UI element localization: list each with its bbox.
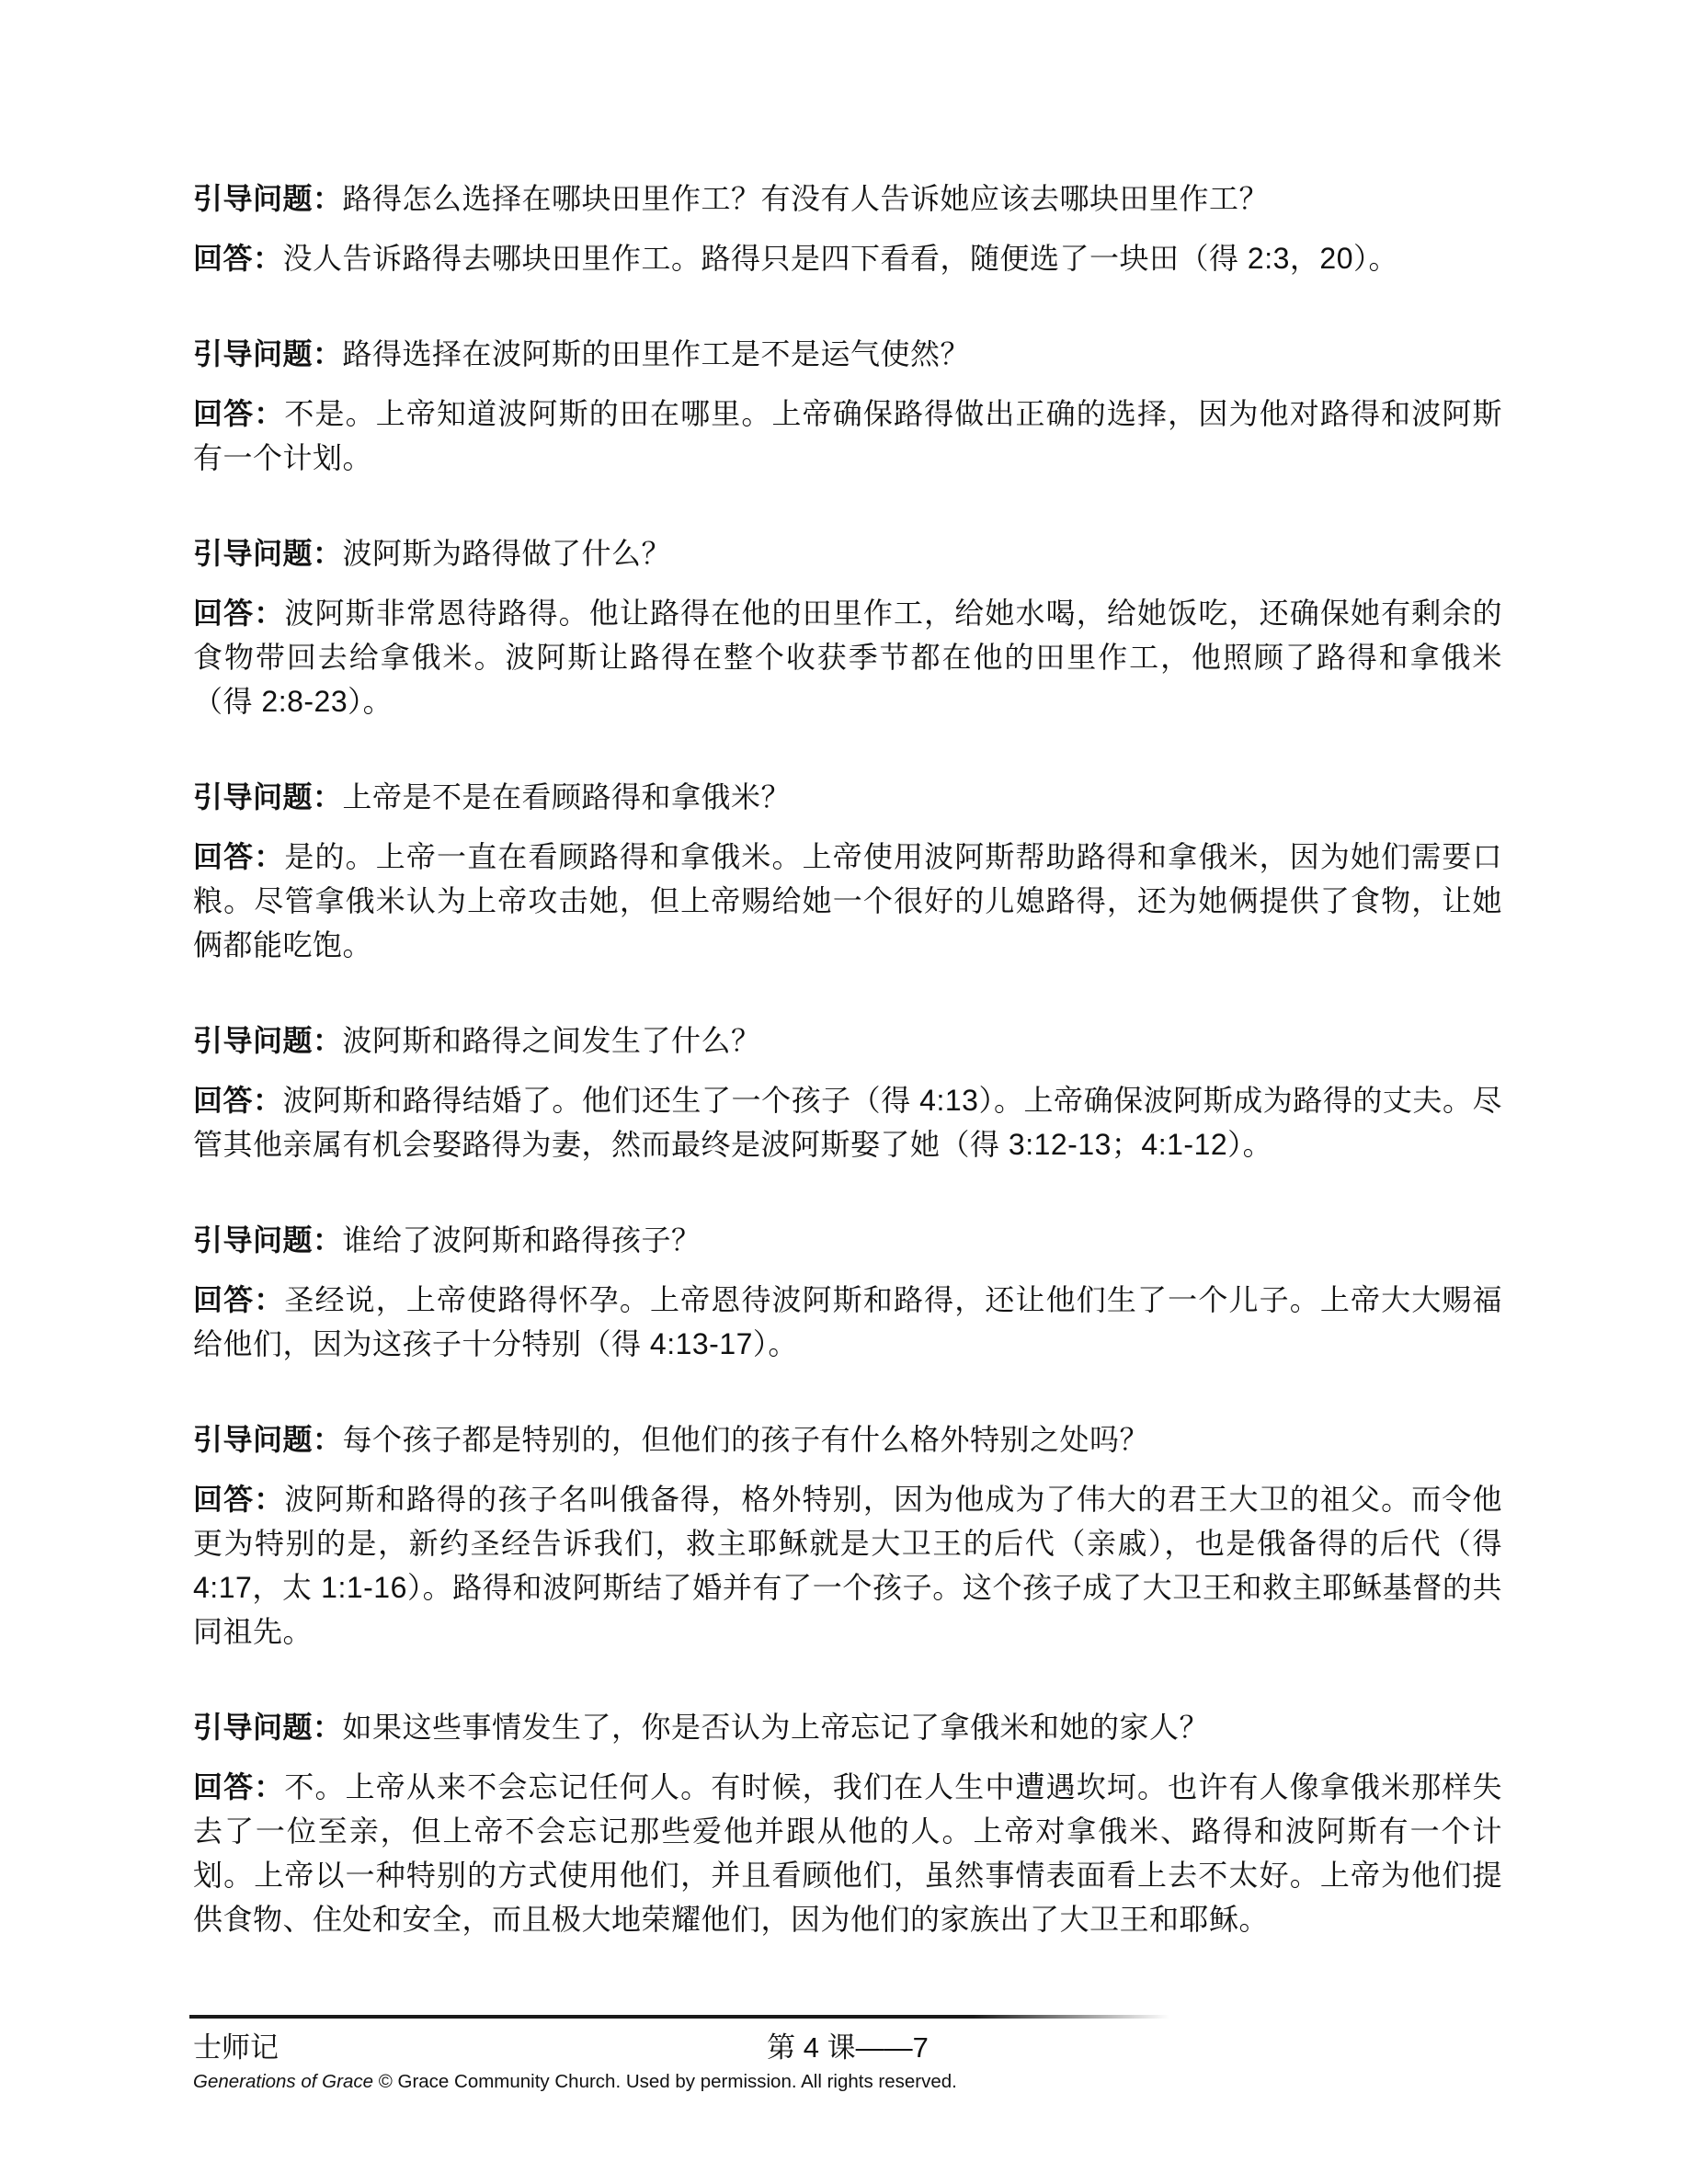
answer-text: 波阿斯和路得的孩子名叫俄备得，格外特别，因为他成为了伟大的君王大卫的祖父。而令他更为特别的是，新约圣经告诉我们，救主耶稣就是大卫王的后代（亲戚），也是俄备得的后代（得 4:17，太 1:1-16）。路得和波阿斯结了婚并有了一个孩子。这个孩子成了大卫王和救主耶稣基督的共同祖先。 xyxy=(193,1483,1502,1648)
answer-paragraph xyxy=(193,1078,1502,1166)
answer-text: 波阿斯和路得结婚了。他们还生了一个孩子（得 4:13）。上帝确保波阿斯成为路得的丈夫。尽管其他亲属有机会娶路得为妻，然而最终是波阿斯娶了她（得 3:12-13；4:1-12）。 xyxy=(193,1084,1502,1161)
qa-block xyxy=(193,332,1502,480)
question-text: 波阿斯为路得做了什么？ xyxy=(342,537,672,570)
question-label: 引导问题： xyxy=(193,1711,343,1744)
copyright-notice xyxy=(193,2070,957,2094)
answer-paragraph xyxy=(193,835,1502,967)
answer-label: 回答： xyxy=(193,1483,285,1516)
question-text: 波阿斯和路得之间发生了什么？ xyxy=(342,1024,761,1057)
answer-label: 回答： xyxy=(193,1084,283,1117)
question-paragraph xyxy=(193,1018,1502,1063)
lesson-qa-content xyxy=(193,176,1502,1941)
answer-paragraph xyxy=(193,1765,1502,1941)
page-footer xyxy=(193,2028,1502,2068)
qa-block xyxy=(193,775,1502,967)
question-text: 如果这些事情发生了，你是否认为上帝忘记了拿俄米和她的家人？ xyxy=(342,1711,1210,1744)
question-text: 路得怎么选择在哪块田里作工？有没有人告诉她应该去哪块田里作工？ xyxy=(342,182,1270,215)
answer-label: 回答： xyxy=(193,1770,285,1803)
answer-text: 波阿斯非常恩待路得。他让路得在他的田里作工，给她水喝，给她饭吃，还确保她有剩余的食物带回去给拿俄米。波阿斯让路得在整个收获季节都在他的田里作工，他照顾了路得和拿俄米（得 2:8-23）。 xyxy=(193,597,1502,718)
answer-paragraph xyxy=(193,392,1502,480)
qa-block xyxy=(193,1018,1502,1166)
answer-text: 不是。上帝知道波阿斯的田在哪里。上帝确保路得做出正确的选择，因为他对路得和波阿斯有一个计划。 xyxy=(193,397,1502,474)
qa-block xyxy=(193,1705,1502,1941)
answer-paragraph xyxy=(193,1278,1502,1366)
question-label: 引导问题： xyxy=(193,1223,343,1257)
question-label: 引导问题： xyxy=(193,1423,343,1456)
question-label: 引导问题： xyxy=(193,337,343,370)
question-label: 引导问题： xyxy=(193,537,343,570)
answer-paragraph xyxy=(193,591,1502,723)
answer-text: 圣经说，上帝使路得怀孕。上帝恩待波阿斯和路得，还让他们生了一个儿子。上帝大大赐福给他们，因为这孩子十分特别（得 4:13-17）。 xyxy=(193,1283,1502,1360)
question-paragraph xyxy=(193,1218,1502,1262)
question-paragraph xyxy=(193,332,1502,376)
footer-page-number: 第 4 课——7 xyxy=(767,2031,929,2064)
answer-label: 回答： xyxy=(193,242,283,275)
answer-text: 不。上帝从来不会忘记任何人。有时候，我们在人生中遭遇坎坷。也许有人像拿俄米那样失去了一位至亲，但上帝不会忘记那些爱他并跟从他的人。上帝对拿俄米、路得和波阿斯有一个计划。上帝以一种特别的方式使用他们，并且看顾他们，虽然事情表面看上去不太好。上帝为他们提供食物、住处和安全，而且极大地荣耀他们，因为他们的家族出了大卫王和耶稣。 xyxy=(193,1770,1502,1936)
question-text: 每个孩子都是特别的，但他们的孩子有什么格外特别之处吗？ xyxy=(342,1423,1150,1456)
qa-block xyxy=(193,176,1502,280)
answer-label: 回答： xyxy=(193,597,285,630)
question-paragraph xyxy=(193,1417,1502,1462)
qa-block xyxy=(193,1218,1502,1366)
answer-paragraph xyxy=(193,236,1502,280)
question-text: 路得选择在波阿斯的田里作工是不是运气使然？ xyxy=(342,337,971,370)
answer-label: 回答： xyxy=(193,840,285,873)
question-label: 引导问题： xyxy=(193,780,343,813)
question-label: 引导问题： xyxy=(193,1024,343,1057)
question-paragraph xyxy=(193,775,1502,819)
qa-block xyxy=(193,1417,1502,1654)
question-label: 引导问题： xyxy=(193,182,343,215)
answer-text: 没人告诉路得去哪块田里作工。路得只是四下看看，随便选了一块田（得 2:3，20）。 xyxy=(282,242,1398,275)
question-text: 谁给了波阿斯和路得孩子？ xyxy=(342,1223,701,1257)
question-paragraph xyxy=(193,531,1502,575)
answer-label: 回答： xyxy=(193,397,285,430)
question-text: 上帝是不是在看顾路得和拿俄米？ xyxy=(342,780,792,813)
answer-text: 是的。上帝一直在看顾路得和拿俄米。上帝使用波阿斯帮助路得和拿俄米，因为她们需要口粮。尽管拿俄米认为上帝攻击她，但上帝赐给她一个很好的儿媳路得，还为她俩提供了食物，让她俩都能吃饱。 xyxy=(193,840,1502,961)
answer-label: 回答： xyxy=(193,1283,285,1316)
copyright-series-title: Generations of Grace xyxy=(193,2071,373,2092)
answer-paragraph xyxy=(193,1477,1502,1654)
qa-block xyxy=(193,531,1502,723)
question-paragraph xyxy=(193,176,1502,221)
footer-divider-line xyxy=(189,2015,1169,2019)
footer-book-title: 士师记 xyxy=(193,2031,279,2064)
question-paragraph xyxy=(193,1705,1502,1749)
copyright-text: © Grace Community Church. Used by permission. All rights reserved. xyxy=(373,2071,957,2092)
